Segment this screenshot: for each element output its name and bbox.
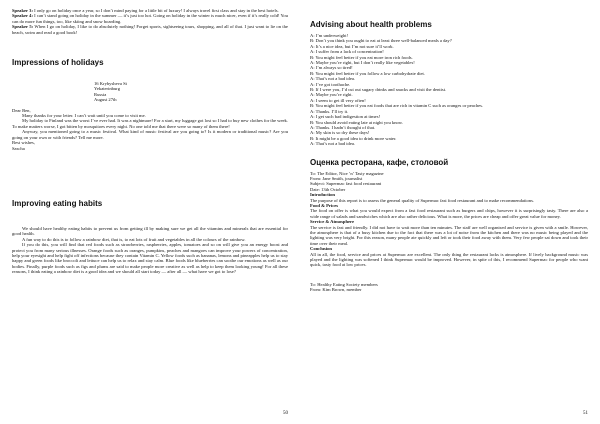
speaker-text: When I go on holiday, I like to do absolutely nothing! Forget sports, sightseeing tours, shopping, and all of that. I just want to lie on the beach, swim and read a good book! (12, 24, 288, 35)
letter-paragraph: My holiday to Finland was the worst I’ve ever had. It was a nightmare! For a start, my luggage got lost so I had to buy new clothes for the week. To make matters worse, I got bitten by mosquitoes every night. No one told me that there were so many of them there! (12, 118, 288, 129)
page-number: 51 (583, 411, 588, 416)
section-heading: Conclusion (310, 246, 332, 252)
dialogue-line: A: Maybe you’re right, but I don’t really like vegetables! (310, 60, 415, 66)
memo-line: Date: 13th October (310, 186, 346, 192)
eating-paragraph: A fun way to do this is to follow a rainbow diet, that is, to eat lots of fruit and vegetables in all the colours of the rainbow. (22, 236, 246, 242)
dialogue-line: A: I seem to get ill very often! (310, 97, 366, 103)
page-number: 50 (283, 411, 288, 416)
letter-salutation: Dear Ben, (12, 107, 31, 113)
dialogue-line: B: Don’t you think you ought to eat at least three well-balanced meals a day? (310, 38, 452, 44)
advice-heading: Advising about health problems (310, 20, 432, 29)
letter-signature: Sascha (12, 145, 25, 151)
second-memo (310, 282, 588, 293)
report-memo (310, 171, 588, 193)
dialogue-line: A: Maybe you’re right. (310, 92, 353, 98)
section-text: The food on offer is what you would expect from a fast food restaurant such as burgers and chips, however it is surprisingly tasty. There are also a wide range of salads and sandwiches which are also rather delicious. What is more, the prices are cheap and offer great value for money. (310, 208, 588, 219)
dialogue-line: A: That’s not a bad idea. (310, 141, 356, 147)
address-date: August 27th (94, 97, 117, 103)
letter-address (12, 81, 288, 103)
dialogue-line: B: You might feel better if you eat more iron rich foods. (310, 54, 413, 60)
letter-paragraph: Many thanks for your letter. I can’t wait until you come to visit me. (22, 113, 146, 119)
speaker-text: I can’t stand going on holiday in the summer — it’s just too hot. Going on holiday in the winter is much nicer, even if it’s really cold! You can do more fun things, too, like skiing and snow boarding. (12, 13, 288, 24)
section-heading: Food & Prices (310, 202, 339, 208)
section-text: The purpose of this report is to assess the general quality of Supermac fast food restaurant and to make recommendations. (310, 197, 535, 203)
memo-line: From: Jane Smith, journalist (310, 175, 363, 181)
eating-paragraph: We should have healthy eating habits to prevent us from getting ill by making sure we get all the vitamins and minerals that are essential for good health. (12, 225, 288, 237)
section-heading: Service & Atmosphere (310, 219, 355, 225)
advice-dialogue (310, 33, 588, 147)
letter-paragraph: Anyway, you mentioned going to a music festival. What kind of music festival are you going to? Is it modern or traditional music? Are you going on your own or with friends? Tell me more. (12, 129, 288, 140)
speaker-4 (12, 13, 288, 24)
eating-heading: Improving eating habits (12, 198, 103, 208)
dialogue-line: B: It might be a good idea to drink more water. (310, 135, 397, 141)
dialogue-line: A: It’s a nice idea, but I’m not sure it’ll work. (310, 43, 394, 49)
address-line: Russia (94, 91, 107, 97)
right-column (310, 20, 588, 293)
memo-line: To: The Editor, Nice ’n’ Tasty magazine (310, 170, 384, 176)
dialogue-line: A: Thanks. I’ll try it. (310, 108, 349, 114)
dialogue-line: B: If I were you, I’d cut out sugary drinks and snacks and visit the dentist. (310, 87, 447, 93)
eating-paragraph: If you do this, you will find that red foods such as strawberries, raspberries, apples, tomatoes and so on will give you an energy boost and protect you from many serious illnesses. Orange foods such as oranges, pumpkins, peaches and mangoes can improve your powers of concentration, help your eyesight and help fight off infections because they contain Vitamin C. Yellow foods such as bananas, lemons and pineapples help us to stay happy and green foods like broccoli and lettuce can help us to relax and stay calm. Blue foods like blueberries can soothe our emotions as well as our bodies. Finally, purple foods such as figs and plums are said to make people more creative as well as help to keep them looking young! For all these reasons, I think eating a rainbow diet is a good idea and we should all start today — after all — what have we got to lose? (12, 242, 288, 275)
dialogue-line: A: I get such bad indigestion at times! (310, 114, 381, 120)
address-line: 16 Krybysheva St (94, 81, 127, 87)
dialogue-line: A: That’s not a bad idea. (310, 76, 356, 82)
dialogue-line: B: You should avoid eating late at night you know. (310, 119, 403, 125)
dialogue-line: B: You might feel better if you eat foods that are rich in vitamin C such as oranges or peaches. (310, 103, 484, 109)
left-column (12, 8, 288, 275)
dialogue-line: A: I suffer from a lack of concentration! (310, 49, 384, 55)
memo-line: From: Kim Brown, member (310, 287, 362, 293)
speaker-text: I only go on holiday once a year, so I don’t mind paying for a little bit of luxury! I always travel first class and stay in the best hotels. (32, 8, 279, 13)
memo-line: To: Healthy Eating Society members (310, 281, 378, 287)
right-page (300, 0, 600, 424)
review-heading: Оценка ресторана, кафе, столовой (310, 157, 449, 167)
letter-closing: Best wishes, (12, 140, 35, 146)
speaker-label: Speaker 5: (12, 24, 34, 30)
dialogue-line: B: You might feel better if you follow a low carbohydrate diet. (310, 70, 425, 76)
section-heading: Introduction (310, 192, 335, 198)
memo-line: Subject: Supermac fast food restaurant (310, 181, 382, 187)
dialogue-line: A: I’ve got toothache. (310, 81, 351, 87)
dialogue-line: A: My skin is so dry these days! (310, 130, 370, 136)
dialogue-line: A: I’m always so tired! (310, 65, 353, 71)
dialogue-line: A: I’m underweight! (310, 33, 349, 38)
speaker-5 (12, 24, 288, 35)
section-text: The service is fast and friendly. I did not have to wait more than ten minutes. The staff are well organised and service is given with a smile. However, the atmosphere is that of a busy kitchen due to the fact that there was a lot of noise from the kitchen and there was no music being played and the lighting was very bright. For this reason, many people ate quickly and left or took their food away with them. Very few people sat down and took their time over their meal. (310, 224, 588, 246)
address-line: Yekaterinburg (94, 86, 120, 92)
speaker-label: Speaker 4: (12, 13, 33, 19)
speaker-label: Speaker 3: (12, 8, 33, 13)
impressions-heading: Impressions of holidays (12, 58, 104, 68)
dialogue-line: A: Thanks. I hadn’t thought of that. (310, 124, 376, 130)
section-text: All in all, the food, service and prices at Supermac are excellent. The only thing the restaurant lacks is atmosphere. If lively background music was played and the lighting was softened I think Supermac would be improved. However, in spite of this, I recommend Supermac for people who want quick, tasty food at low prices. (310, 251, 588, 268)
